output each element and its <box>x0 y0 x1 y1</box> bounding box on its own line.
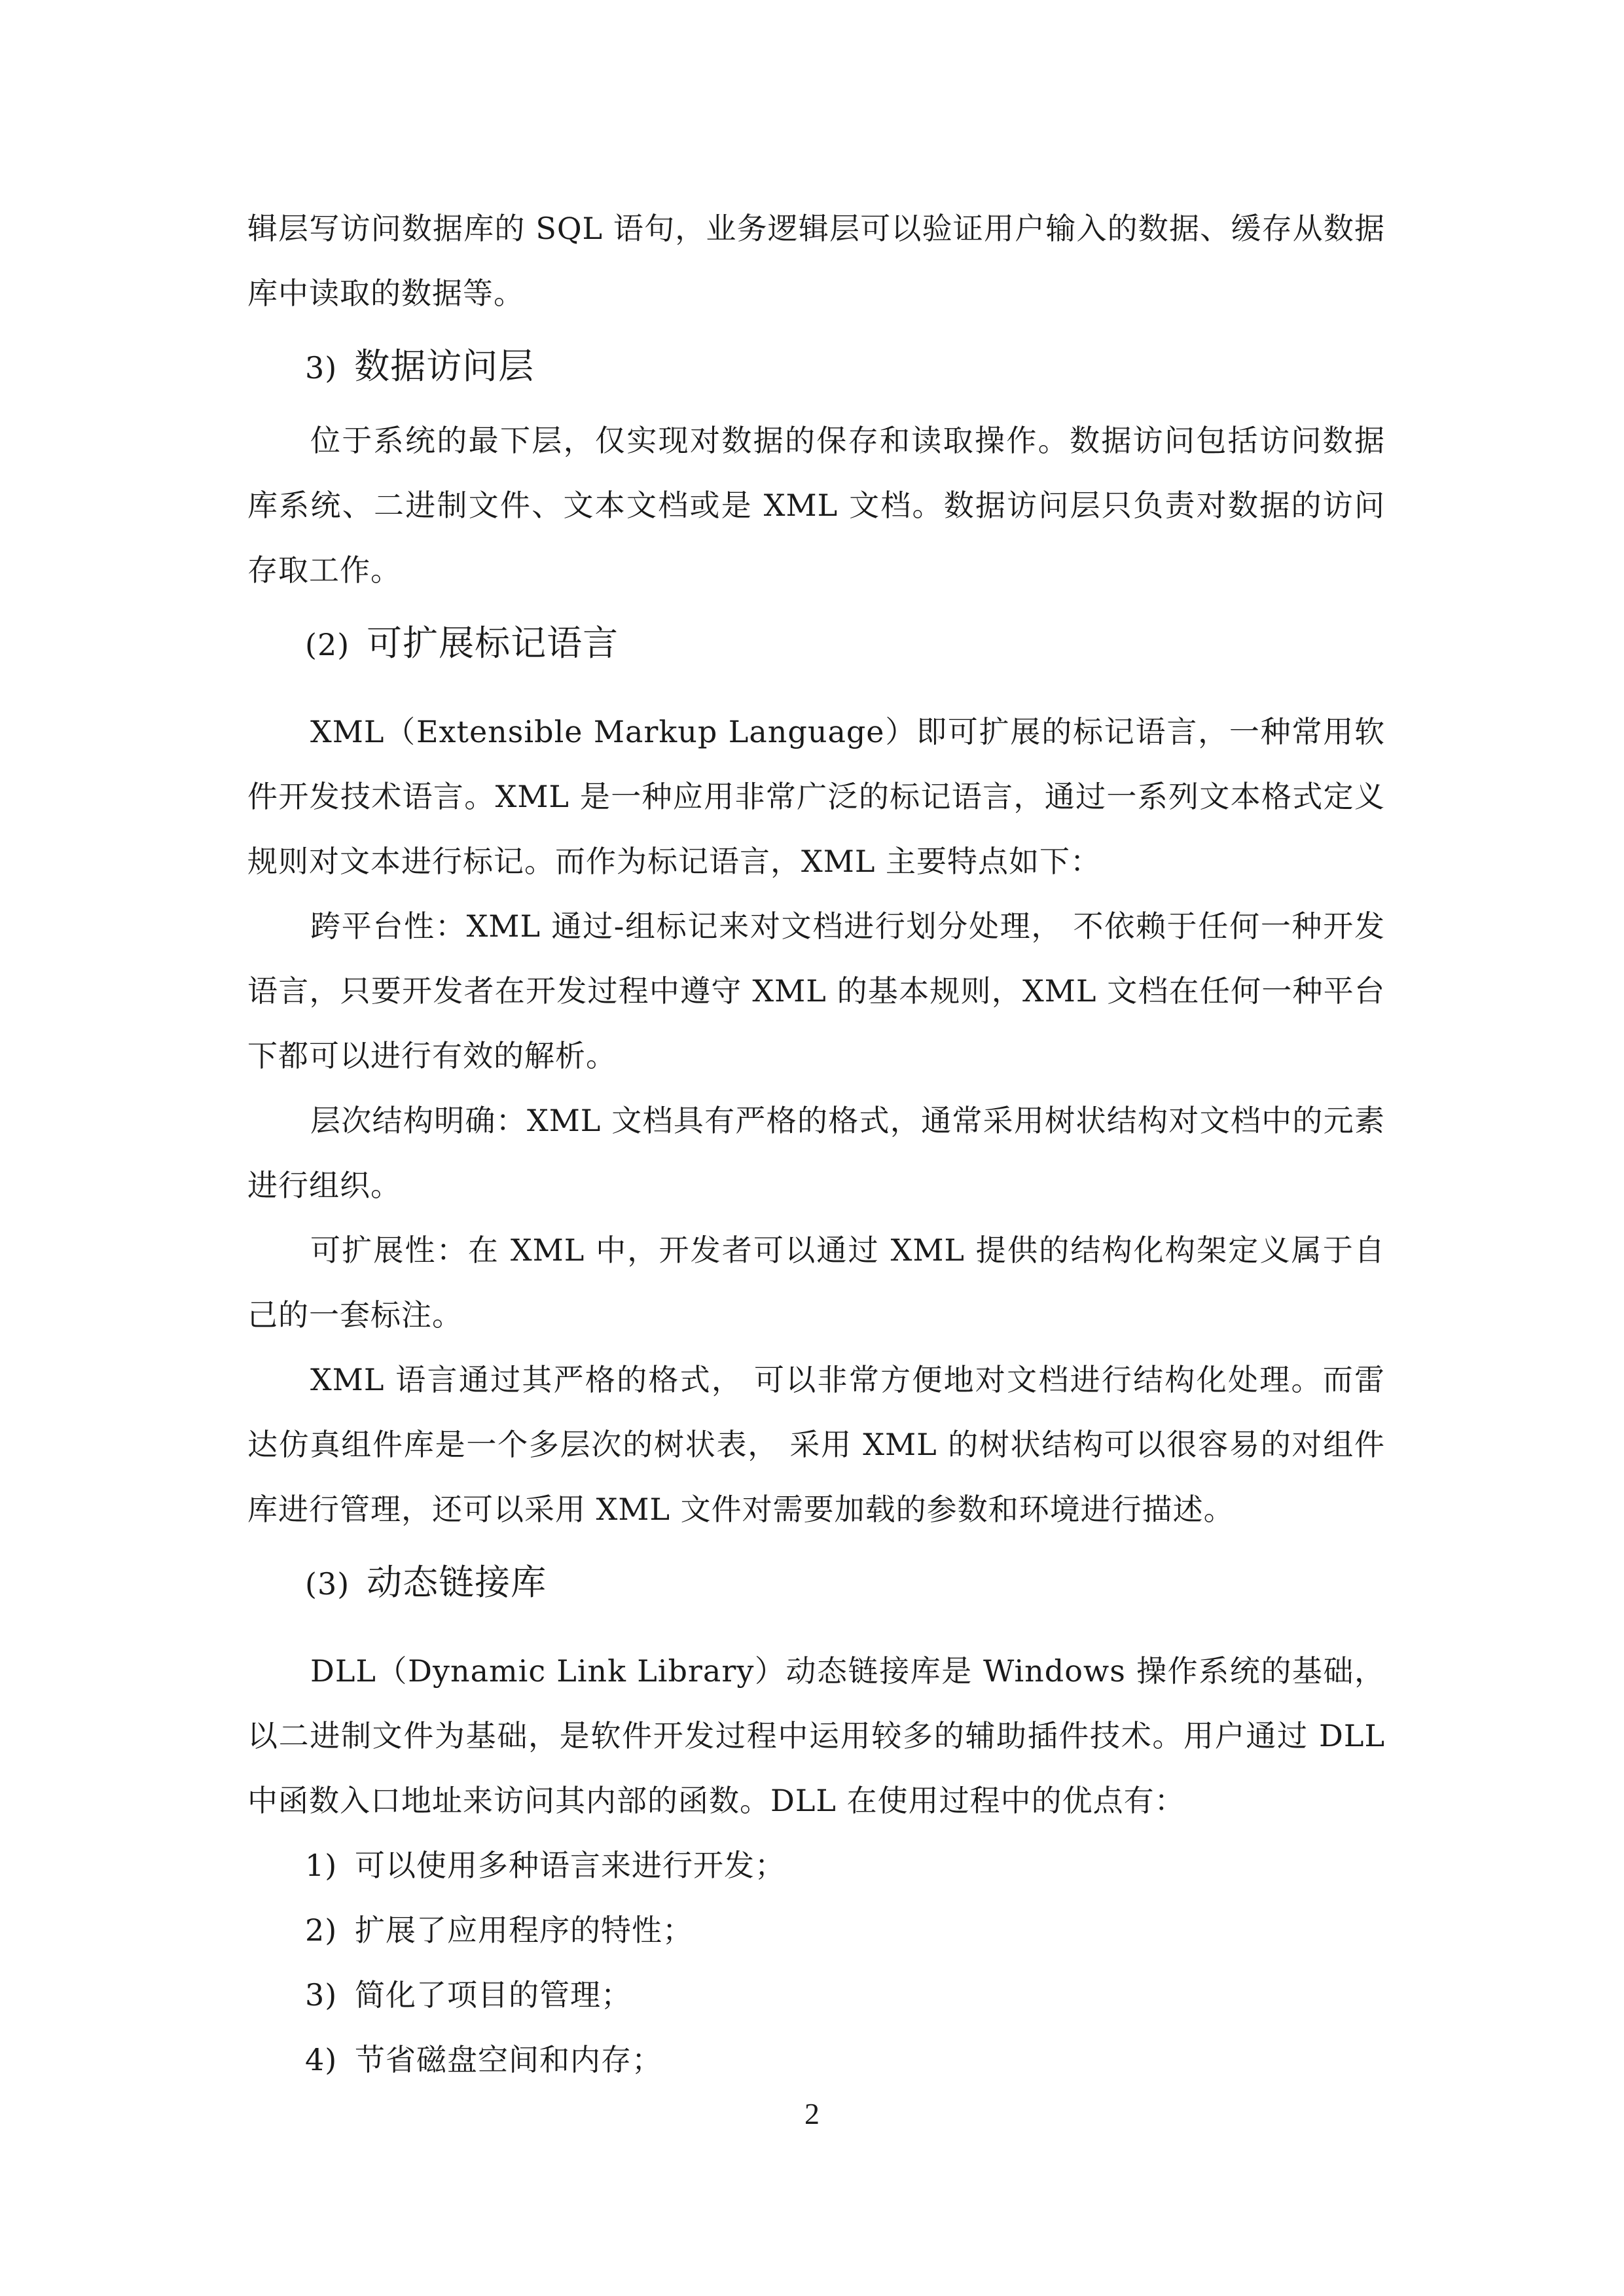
paragraph-extensibility: 可扩展性：在 XML 中，开发者可以通过 XML 提供的结构化构架定义属于自己的一套标注。 <box>247 1232 1385 1333</box>
paragraph-hierarchy: 层次结构明确：XML 文档具有严格的格式，通常采用树状结构对文档中的元素进行组织。 <box>247 1103 1385 1203</box>
list-item <box>247 2028 1385 2092</box>
page-number: 2 <box>804 2097 820 2130</box>
list-number: 3) <box>305 1977 338 2013</box>
heading-number: 3) <box>305 350 338 386</box>
heading-data-access-layer <box>247 326 1385 408</box>
list-number: 1) <box>305 1848 338 1883</box>
list-number: 4) <box>305 2042 338 2077</box>
list-item <box>247 1963 1385 2028</box>
paragraph-cross-platform: 跨平台性：XML 通过-组标记来对文档进行划分处理， 不依赖于任何一种开发语言，只要开发者在开发过程中遵守 XML 的基本规则，XML 文档在任何一种平台下都可以进行有效的解析。 <box>247 908 1385 1073</box>
advantages-list <box>247 1833 1385 2092</box>
list-item <box>247 1898 1385 1963</box>
heading-title: 数据访问层 <box>354 346 535 387</box>
list-text: 可以使用多种语言来进行开发； <box>355 1848 785 1883</box>
heading-title: 动态链接库 <box>367 1562 547 1603</box>
page-content <box>247 196 1385 2092</box>
paragraph-dll-intro: DLL（Dynamic Link Library）动态链接库是 Windows 操作系统的基础， 以二进制文件为基础，是软件开发过程中运用较多的辅助插件技术。用户通过 DLL 中函数入口地址来访问其内部的函数。DLL 在使用过程中的优点有： <box>247 1653 1385 1818</box>
heading-number: (2) <box>305 627 350 662</box>
paragraph-continuation: 辑层写访问数据库的 SQL 语句，业务逻辑层可以验证用户输入的数据、缓存从数据库中读取的数据等。 <box>247 211 1385 311</box>
paragraph-data-access: 位于系统的最下层，仅实现对数据的保存和读取操作。数据访问包括访问数据库系统、二进制文件、文本文档或是 XML 文档。数据访问层只负责对数据的访问存取工作。 <box>247 423 1385 588</box>
heading-title: 可扩展标记语言 <box>367 622 619 664</box>
list-number: 2) <box>305 1912 338 1948</box>
list-item <box>247 1833 1385 1898</box>
heading-xml <box>247 603 1385 685</box>
paragraph-xml-usage: XML 语言通过其严格的格式， 可以非常方便地对文档进行结构化处理。而雷达仿真组件库是一个多层次的树状表， 采用 XML 的树状结构可以很容易的对组件库进行管理，还可以采用 XML 文件对需要加载的参数和环境进行描述。 <box>247 1362 1385 1527</box>
list-text: 简化了项目的管理； <box>355 1977 632 2013</box>
heading-dll <box>247 1542 1385 1624</box>
heading-number: (3) <box>305 1566 350 1602</box>
list-text: 扩展了应用程序的特性； <box>355 1912 693 1948</box>
paragraph-xml-intro: XML（Extensible Markup Language）即可扩展的标记语言，一种常用软件开发技术语言。XML 是一种应用非常广泛的标记语言，通过一系列文本格式定义规则对文本进行标记。而作为标记语言，XML 主要特点如下： <box>247 714 1385 879</box>
list-text: 节省磁盘空间和内存； <box>355 2042 662 2077</box>
